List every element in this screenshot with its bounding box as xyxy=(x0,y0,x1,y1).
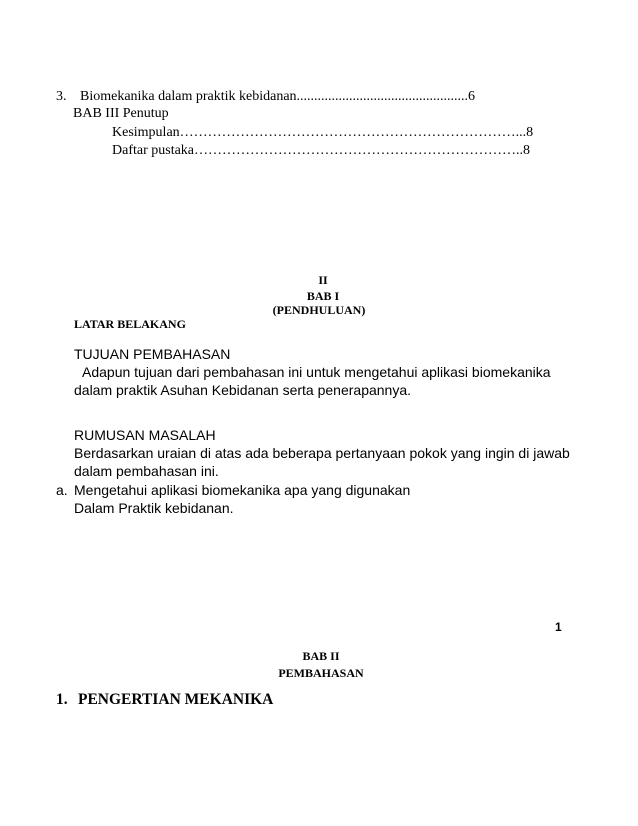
toc-item3-text: Biomekanika dalam praktik kebidanan.................................................6 xyxy=(80,89,476,104)
chapter1-roman: II xyxy=(318,273,328,287)
chapter2-bab: BAB II xyxy=(302,649,340,663)
section-title: PENGERTIAN MEKANIKA xyxy=(78,691,274,708)
latar-belakang-heading: LATAR BELAKANG xyxy=(74,317,186,331)
list-marker-a: a. xyxy=(56,482,68,498)
tujuan-line-1: Adapun tujuan dari pembahasan ini untuk mengetahui aplikasi biomekanika xyxy=(82,364,551,380)
rumusan-line-1: Berdasarkan uraian di atas ada beberapa pertanyaan pokok yang ingin di jawab xyxy=(74,445,570,461)
list-line-2: Dalam Praktik kebidanan. xyxy=(74,500,234,516)
toc-daftar-pustaka: Daftar pustaka……………………………………………………………..8 xyxy=(112,143,531,158)
toc-bab3: BAB III Penutup xyxy=(73,106,169,121)
list-line-1: Mengetahui aplikasi biomekanika apa yang digunakan xyxy=(74,482,411,498)
tujuan-line-2: dalam praktik Asuhan Kebidanan serta penerapannya. xyxy=(74,382,412,398)
toc-kesimpulan: Kesimpulan………………………………………………………………...8 xyxy=(112,125,534,140)
chapter1-title: (PENDHULUAN) xyxy=(272,303,366,317)
page-number: 1 xyxy=(555,620,562,634)
tujuan-heading: TUJUAN PEMBAHASAN xyxy=(74,346,231,362)
chapter1-bab: BAB I xyxy=(306,289,340,303)
section-number: 1. xyxy=(56,691,68,708)
chapter2-title: PEMBAHASAN xyxy=(278,666,364,680)
toc-item3-number: 3. xyxy=(56,89,67,104)
rumusan-line-2: dalam pembahasan ini. xyxy=(74,463,219,479)
rumusan-heading: RUMUSAN MASALAH xyxy=(74,427,216,443)
